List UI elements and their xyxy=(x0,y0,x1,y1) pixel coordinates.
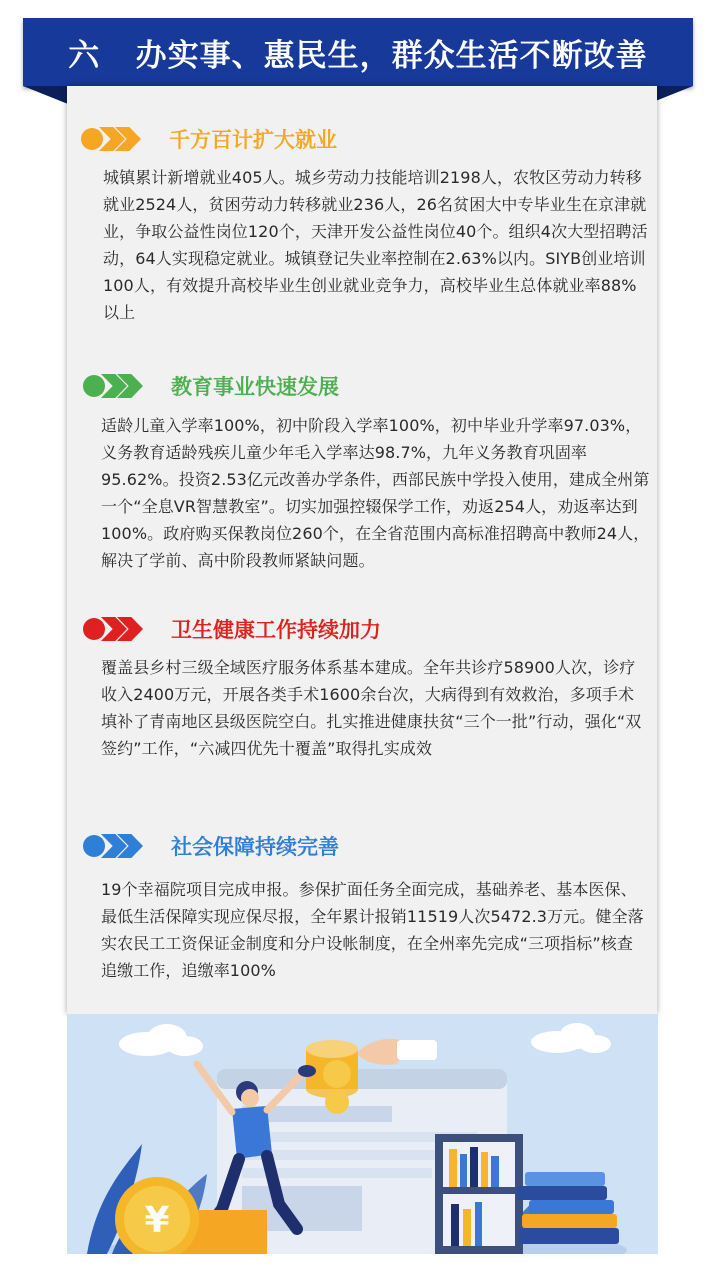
bullet-arrow-icon xyxy=(83,834,149,858)
section-title: 教育事业快速发展 xyxy=(171,375,339,399)
section-heading-education xyxy=(83,371,339,401)
section-body-employment: 城镇累计新增就业405人。城乡劳动力技能培训2198人，农牧区劳动力转移就业2524人，贫困劳动力转移就业236人，26名贫困大中专毕业生在京津就业，争取公益性岗位120个，天津开发公益性岗位40个。组织4次大型招聘活动，64人实现稳定就业。城镇登记失业率控制在2.63%以内。SIYB创业培训100人，有效提升高校毕业生创业就业竞争力，高校毕业生总体就业率88%以上 xyxy=(103,168,648,322)
yuan-symbol: ¥ xyxy=(144,1200,170,1241)
section-heading-employment xyxy=(81,124,337,154)
page-title-banner xyxy=(23,18,693,86)
book-stack-icon xyxy=(517,1172,619,1244)
section-heading-health xyxy=(83,614,381,644)
illustration-scene xyxy=(67,1014,658,1254)
bullet-arrow-icon xyxy=(83,374,149,398)
content-card xyxy=(67,86,657,1014)
bookshelf-icon xyxy=(435,1134,523,1254)
hand-icon xyxy=(357,1039,437,1065)
section-title: 千方百计扩大就业 xyxy=(169,128,337,152)
cloud-icon xyxy=(531,1023,611,1053)
section-title: 社会保障持续完善 xyxy=(171,835,339,859)
cloud-icon xyxy=(119,1024,203,1056)
bullet-arrow-icon xyxy=(81,127,147,151)
banner-fold-left xyxy=(23,86,68,104)
finance-illustration xyxy=(67,1014,658,1254)
section-heading-social-security xyxy=(83,831,339,861)
section-body-education: 适龄儿童入学率100%，初中阶段入学率100%，初中毕业升学率97.03%，义务教育适龄残疾儿童少年毛入学率达98.7%，九年义务教育巩固率95.62%。投资2.53亿元改善办学条件，西部民族中学投入使用，建成全州第一个“全息VR智慧教室”。切实加强控辍保学工作，劝返254人，劝返率达到 100%。政府购买保教岗位260个，在全省范围内高标准招聘高中教师24人，解决了学前、高中阶段教师紧缺问题。 xyxy=(101,416,650,570)
section-title: 卫生健康工作持续加力 xyxy=(171,618,381,642)
section-body-health: 覆盖县乡村三级全域医疗服务体系基本建成。全年共诊疗58900人次，诊疗收入2400万元，开展各类手术1600余台次，大病得到有效救治，多项手术填补了青南地区县级医院空白。扎实推进健康扶贫“三个一批”行动，强化“双签约”工作，“六减四优先十覆盖”取得扎实成效 xyxy=(101,658,642,758)
section-body-social-security: 19个幸福院项目完成申报。参保扩面任务全面完成，基础养老、基本医保、最低生活保障实现应保尽报，全年累计报销11519人次5472.3万元。健全落实农民工工资保证金制度和分户设帐制度，在全州率先完成“三项指标”核查追缴工作，追缴率100% xyxy=(101,880,644,980)
bullet-arrow-icon xyxy=(83,617,149,641)
page-title: 六 办实事、惠民生，群众生活不断改善 xyxy=(68,37,648,74)
